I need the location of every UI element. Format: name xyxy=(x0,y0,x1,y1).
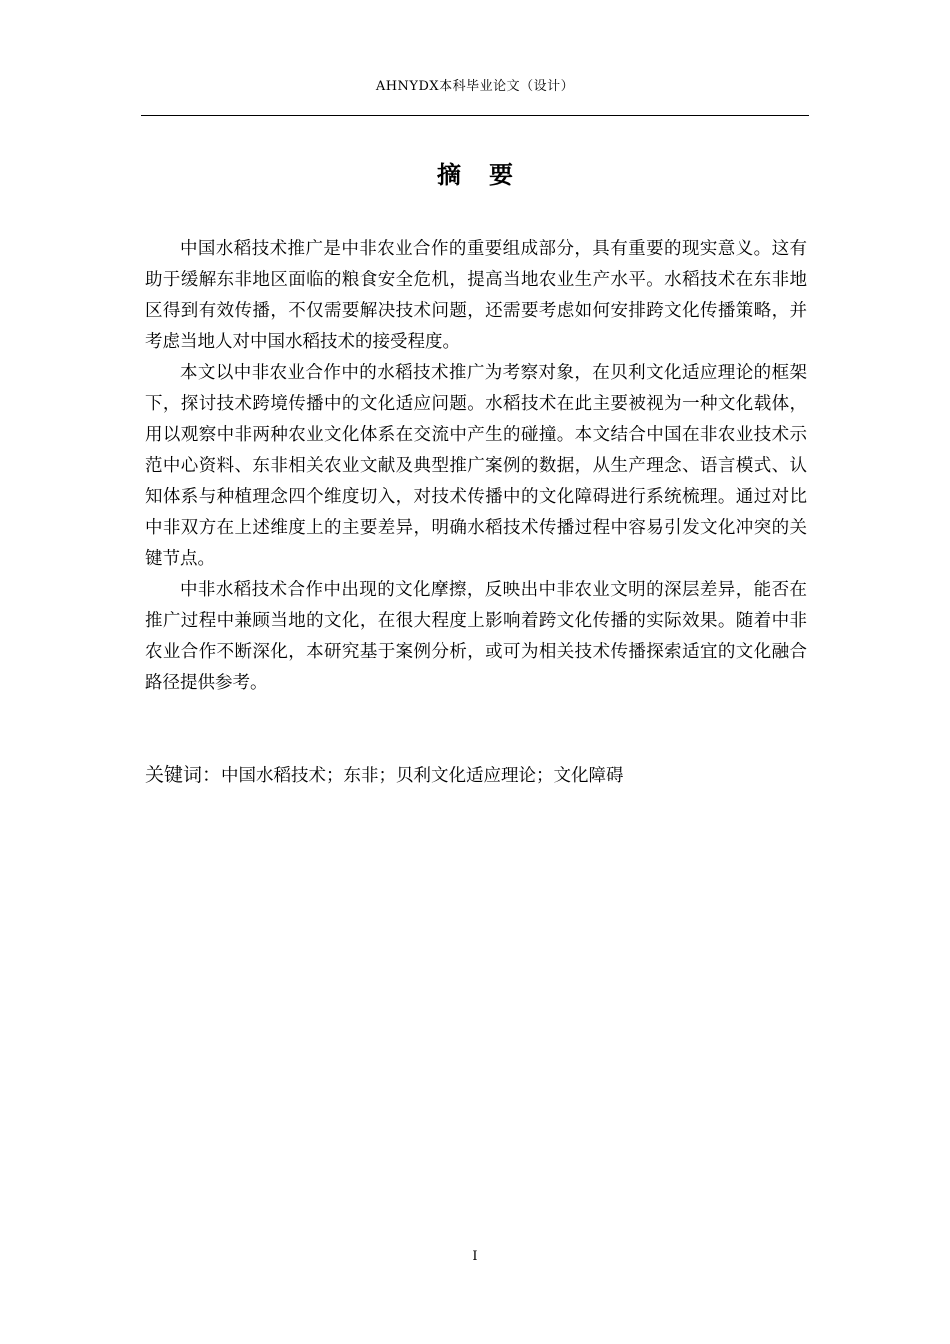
abstract-paragraph: 中国水稻技术推广是中非农业合作的重要组成部分，具有重要的现实意义。这有助于缓解东非地区面临的粮食安全危机，提高当地农业生产水平。水稻技术在东非地区得到有效传播，不仅需要解决技术问题，还需要考虑如何安排跨文化传播策略，并考虑当地人对中国水稻技术的接受程度。 xyxy=(145,239,807,352)
keywords-line xyxy=(145,760,807,791)
abstract-paragraph: 本文以中非农业合作中的水稻技术推广为考察对象，在贝利文化适应理论的框架下，探讨技术跨境传播中的文化适应问题。水稻技术在此主要被视为一种文化载体，用以观察中非两种农业文化体系在交流中产生的碰撞。本文结合中国在非农业技术示范中心资料、东非相关农业文献及典型推广案例的数据，从生产理念、语言模式、认知体系与种植理念四个维度切入，对技术传播中的文化障碍进行系统梳理。通过对比中非双方在上述维度上的主要差异，明确水稻技术传播过程中容易引发文化冲突的关键节点。 xyxy=(145,363,807,569)
keywords-text: 中国水稻技术；东非；贝利文化适应理论；文化障碍 xyxy=(221,766,624,786)
running-header: AHNYDX本科毕业论文（设计） xyxy=(375,79,575,94)
header-rule xyxy=(141,115,809,116)
abstract-body xyxy=(145,234,807,699)
keywords-label: 关键词： xyxy=(145,764,222,786)
abstract-paragraph: 中非水稻技术合作中出现的文化摩擦，反映出中非农业文明的深层差异，能否在推广过程中兼顾当地的文化，在很大程度上影响着跨文化传播的实际效果。随着中非农业合作不断深化，本研究基于案例分析，或可为相关技术传播探索适宜的文化融合路径提供参考。 xyxy=(145,580,807,693)
page-number: I xyxy=(472,1249,478,1264)
abstract-title: 摘要 xyxy=(437,161,541,189)
